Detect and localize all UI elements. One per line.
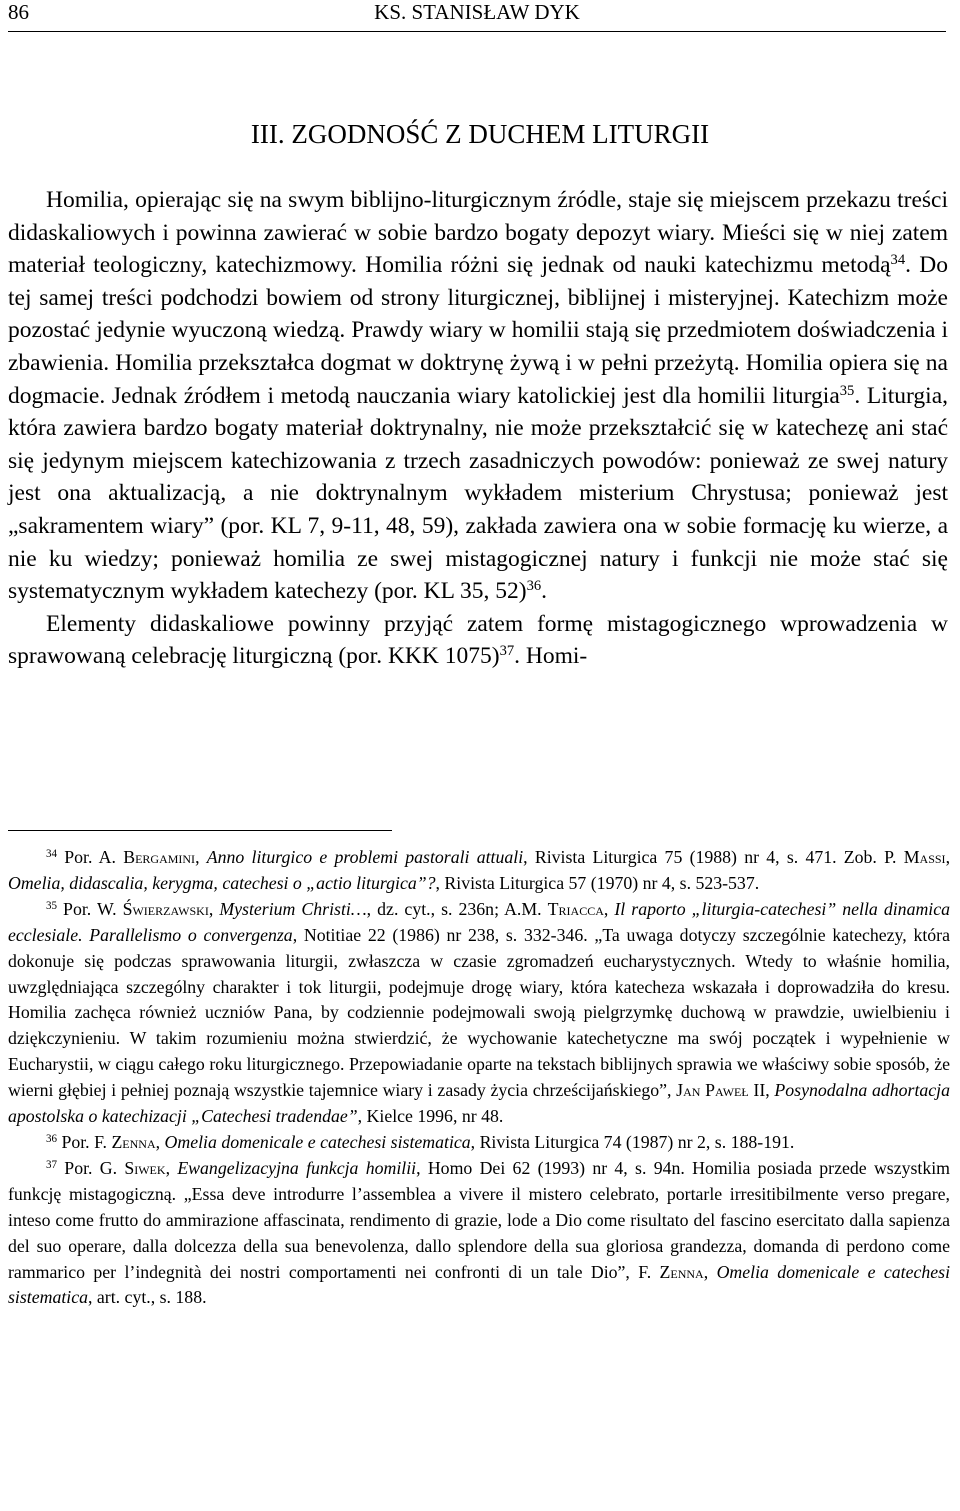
footnote-36 bbox=[8, 1130, 950, 1156]
running-author: KS. STANISŁAW DYK bbox=[374, 0, 580, 24]
footnote-text: Massi bbox=[903, 847, 946, 867]
footnote-text: Jan Paweł bbox=[676, 1080, 749, 1101]
footnote-text: Bergamini bbox=[123, 847, 196, 867]
footnote-text: , bbox=[208, 898, 220, 919]
footnote-text: , dz. cyt., s. 236n; A.M. bbox=[366, 898, 548, 919]
footnote-text: Siwek bbox=[124, 1157, 166, 1178]
footnote-text: Mysterium Christi… bbox=[219, 898, 367, 919]
footnote-text: , bbox=[945, 847, 951, 867]
footnote-text: Ewangelizacyjna funkcja homilii bbox=[177, 1157, 417, 1178]
footnote-text: , Rivista Liturgica 57 (1970) nr 4, s. 523-537. bbox=[435, 872, 760, 893]
footnote-text: Omelia, didascalia, kerygma, catechesi o „actio liturgica”? bbox=[8, 872, 436, 893]
footnote-text: Por. W. bbox=[57, 898, 123, 919]
paragraph bbox=[8, 184, 948, 608]
running-header bbox=[8, 0, 946, 28]
footnote-text: , art. cyt., s. 188. bbox=[88, 1287, 207, 1308]
paragraph-text: Elementy didaskaliowe powinny przyjąć zatem formę mistagogicznego wprowadzenia w sprawowaną celebrację liturgiczną (por. KKK 1075) bbox=[8, 610, 948, 670]
paragraph bbox=[8, 608, 948, 673]
footnote-35 bbox=[8, 897, 950, 1130]
footnote-text: Por. F. bbox=[57, 1131, 112, 1152]
footnote-text: Zenna bbox=[111, 1131, 156, 1152]
footnote-text: Zenna bbox=[659, 1261, 704, 1282]
footnote-text: Posynodalna adhortacja apostolska o katechizacji „Catechesi tradendae” bbox=[8, 1080, 950, 1127]
footnote-37 bbox=[8, 1156, 950, 1311]
footnote-text: , Rivista Liturgica 75 (1988) nr 4, s. 471. Zob. P. bbox=[523, 847, 904, 867]
paragraph-text: . bbox=[541, 578, 548, 605]
footnote-text: II, bbox=[748, 1080, 775, 1101]
footnote-text: Omelia domenicale e catechesi sistematica bbox=[8, 1261, 951, 1308]
footnote-number: 36 bbox=[46, 1132, 58, 1145]
footnote-text: , Kielce 1996, nr 48. bbox=[357, 1106, 504, 1127]
footnote-34 bbox=[8, 845, 950, 897]
footnote-text: Por. G. bbox=[57, 1157, 125, 1178]
footnote-text: , bbox=[703, 1261, 717, 1282]
footnote-text: , Homo Dei 62 (1993) nr 4, s. 94n. Homilia posiada przede wszystkim funkcję mistagogiczną. „Essa deve introdurre l’assemblea a vivere il mistero celebrato, portarle irresitibilmente verso pregare, inteso come frutto do ammirazione affascinata, rendimento di grazie, lode a Dio come risultato del fascino esercitato dalla sapienza del suo operare, dalla dolcezza della sua benevolenza, dallo splendore della sua gloriosa grandezza, domanda di perdono come rammarico per l’indegnità dei nostri comportamenti nei confronti di un tale Dio”, F. bbox=[8, 1157, 951, 1282]
footnote-text: , bbox=[603, 898, 615, 919]
section-heading: III. ZGODNOŚĆ Z DUCHEM LITURGII bbox=[250, 119, 710, 149]
footnote-text: , bbox=[195, 847, 207, 867]
footnote-text: , Notitiae 22 (1986) nr 238, s. 332-346. „Ta uwaga dotyczy szczególnie katechezy, która dokonuje się podczas sprawowania liturgii, zwłaszcza w czasie zgromadzeń eucharystycznych. Wtedy to właśnie homilia, uwzględniająca szczególny charakter i tok liturgii, podejmuje drogę wiary, która katecheza wskazała i doprowadziła do kresu. Homilia zachęca również uczniów Pana, by codziennie podejmowali swoją pielgrzymkę duchową w prawdzie, uwielbieniu i dziękczynieniu. W takim rozumieniu można stwierdzić, że wychowanie katechetyczne ma swój początek i wypełnienie w Eucharystii, w ciągu całego roku liturgicznego. Przepowiadanie oparte na tekstach biblijnych sprawia we właściwy sobie sposób, że wierni głębiej i pełniej poznają wszystkie tajemnice wiary i zasady życia chrześcijańskiego”, bbox=[8, 924, 950, 1101]
footnote-ref: 36 bbox=[526, 578, 542, 595]
footnote-separator bbox=[8, 830, 392, 831]
footnote-text: , Rivista Liturgica 74 (1987) nr 2, s. 188-191. bbox=[470, 1131, 795, 1152]
footnote-number: 34 bbox=[46, 847, 58, 860]
footnote-text: , bbox=[165, 1157, 178, 1178]
footnote-ref: 34 bbox=[890, 252, 906, 269]
paragraph-text: . Homi- bbox=[514, 643, 588, 670]
footnotes bbox=[8, 845, 950, 1311]
footnote-text: Anno liturgico e problemi pastorali attuali bbox=[206, 847, 524, 867]
footnote-text: Omelia domenicale e catechesi sistematica bbox=[164, 1131, 471, 1152]
paragraph-text: Homilia, opierając się na swym biblijno-liturgicznym źródle, staje się miejscem przekazu treści didaskaliowych i powinna zawierać w sobie bardzo bogaty depozyt wiary. Mieści się w niej zatem materiał teologiczny, katechizmowy. Homilia różni się jednak od nauki katechizmu metodą bbox=[8, 187, 948, 279]
paragraph-text: . Do tej samej treści podchodzi bowiem od strony liturgicznej, biblijnej i misteryjnej. Katechizm może pozostać jedynie wyuczoną wiedzą. Prawdy wiary w homilii stają się przedmiotem doświadczenia i zbawienia. Homilia przekształca dogmat w doktrynę żywą i w pełni przeżytą. Homilia opiera się na dogmacie. Jednak źródłem i metodą nauczania wiary katolickiej jest dla homilii liturgia bbox=[8, 252, 948, 409]
footnote-text: Por. A. bbox=[57, 847, 124, 867]
footnote-text: Il raporto „liturgia-catechesi” nella dinamica ecclesiale. Parallelismo o convergenza bbox=[8, 898, 951, 945]
footnote-ref: 35 bbox=[839, 382, 855, 399]
main-text bbox=[8, 184, 948, 673]
header-rule bbox=[8, 31, 946, 32]
footnote-text: Świerzawski bbox=[122, 898, 209, 919]
footnote-text: , bbox=[155, 1131, 165, 1152]
page-number: 86 bbox=[8, 0, 29, 24]
footnote-ref: 37 bbox=[499, 643, 515, 660]
footnote-text: Triacca bbox=[547, 898, 604, 919]
footnote-number: 37 bbox=[46, 1158, 58, 1171]
paragraph-text: . Liturgia, która zawiera bardzo bogaty materiał doktrynalny, nie może przekształcić się w katechezę ani stać się jedynym miejscem katechizowania z trzech zasadniczych powodów: ponieważ ze swej natury jest ona aktualizacją, a nie doktrynalnym wykładem misterium Chrystusa; ponieważ jest „sakramentem wiary” (por. KL 7, 9-11, 48, 59), zakłada zawiera ona w sobie formację ku wierze, a nie ku wiedzy; ponieważ homilia ze swej mistagogicznej natury i funkcji nie może stać się systematycznym wykładem katechezy (por. KL 35, 52) bbox=[8, 382, 948, 605]
footnote-number: 35 bbox=[46, 899, 58, 912]
